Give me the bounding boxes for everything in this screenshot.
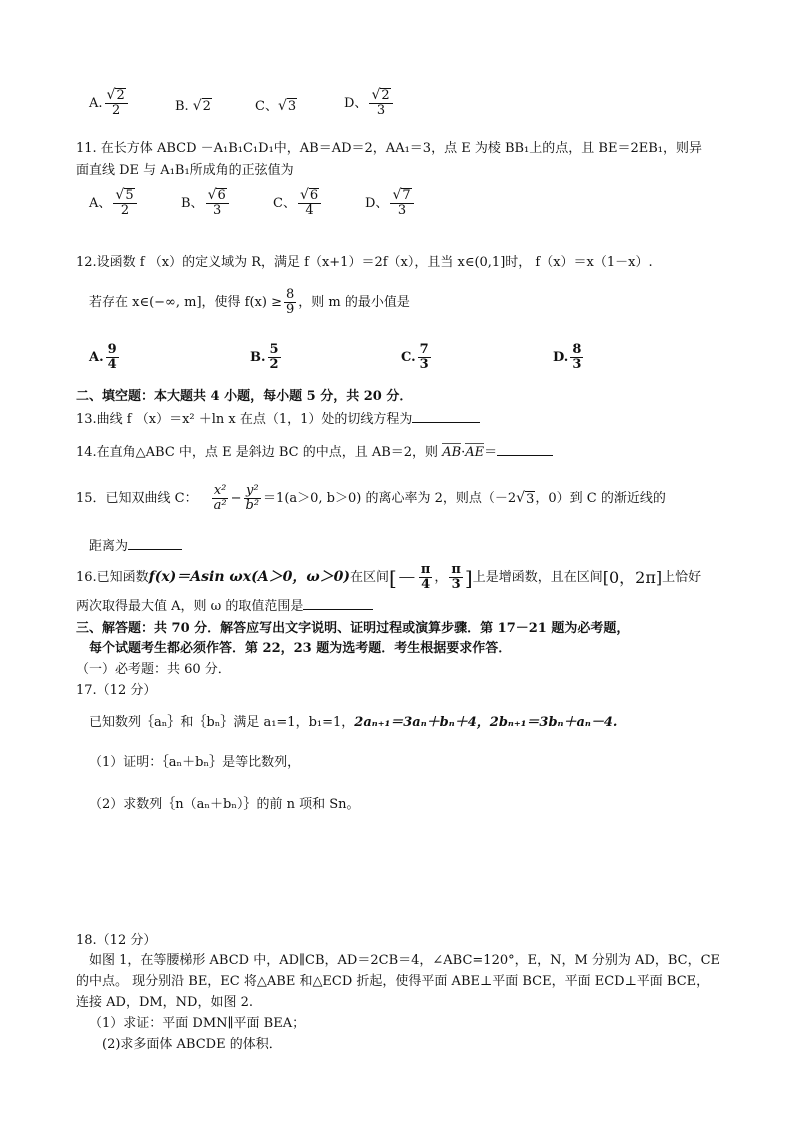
q11-option-c[interactable]: C、 √ 6 4: [273, 188, 323, 219]
q17-part2: （2）求数列｛n（aₙ＋bₙ）｝的前 n 项和 Sn。: [89, 797, 360, 812]
q17-header: 17.（12 分）: [76, 683, 157, 698]
q12-option-d[interactable]: D. $\frac{8}{3}$: [553, 342, 582, 373]
q10-option-b[interactable]: B. √ 2: [175, 98, 211, 115]
q15-answer-blank[interactable]: [128, 549, 182, 550]
q16-line1: 16.已知函数 f(x)＝Asin ωx(A＞0，ω＞0) 在区间 [－ $\frac{\pi}{4}$ ， $\frac{\pi}{3}$ ] 上是增函数，且在区间 [0，2π] 上恰好: [76, 562, 702, 593]
q11-option-b[interactable]: B、 √ 6 3: [181, 188, 231, 219]
section3-line3: （一）必考题：共 60 分．: [76, 662, 231, 677]
q11-line2: 面直线 DE 与 A₁B₁所成角的正弦值为: [76, 163, 294, 178]
q12-option-c[interactable]: C. $\frac{7}{3}$: [401, 342, 429, 373]
section2-heading: 二、填空题：本大题共 4 小题，每小题 5 分，共 20 分．: [76, 389, 413, 404]
q15-line2: 距离为: [89, 539, 182, 555]
q13-answer-blank[interactable]: [412, 422, 480, 423]
q12-option-b[interactable]: B. $\frac{5}{2}$: [250, 342, 279, 373]
q16-answer-blank[interactable]: [303, 609, 373, 610]
q12-line1: 12.设函数 f （x）的定义域为 R，满足 f（x+1）＝2f（x），且当 x∈(0,1]时， f（x）＝x（1－x）.: [76, 255, 653, 270]
q18-part2: (2)求多面体 ABCDE 的体积．: [102, 1037, 282, 1052]
q11-option-a[interactable]: A、 √ 5 2: [89, 188, 139, 219]
q10-option-d[interactable]: D、 √ 2 3: [344, 88, 395, 119]
q18-line1: 如图 1，在等腰梯形 ABCD 中，AD∥CB，AD＝2CB＝4，∠ABC=120°，E，N，M 分别为 AD，BC，CE: [89, 953, 721, 968]
section3-line1: 三、解答题：共 70 分．解答应写出文字说明、证明过程或演算步骤．第 17－21 题为必考题，: [76, 621, 630, 636]
q14-answer-blank[interactable]: [497, 455, 553, 456]
q18-part1: （1）求证：平面 DMN∥平面 BEA；: [89, 1016, 306, 1031]
q14-line: 14.在直角△ABC 中，点 E 是斜边 BC 的中点，且 AB＝2，则 AB·AE＝: [76, 445, 553, 461]
q16-line2: 两次取得最大值 A，则 ω 的取值范围是: [76, 599, 373, 615]
q13-line: 13.曲线 f （x）＝x² ＋ln x 在点（1，1）处的切线方程为: [76, 412, 480, 428]
q17-stem: 已知数列｛aₙ｝和｛bₙ｝满足 a₁=1，b₁=1，2aₙ₊₁＝3aₙ＋bₙ＋4，2bₙ₊₁＝3bₙ＋aₙ－4.: [89, 715, 618, 730]
section3-line2: 每个试题考生都必须作答．第 22，23 题为选考题．考生根据要求作答．: [89, 641, 512, 656]
q17-part1: （1）证明：｛aₙ＋bₙ｝是等比数列，: [89, 755, 301, 770]
q12-line2: 若存在 x∈(−∞, m]，使得 f(x) ≥ $\frac{8}{9}$ ，则 m 的最小值是: [89, 287, 410, 318]
q11-line1: 11. 在长方体 ABCD －A₁B₁C₁D₁中，AB＝AD＝2，AA₁＝3，点 E 为棱 BB₁上的点，且 BE＝2EB₁，则异: [76, 141, 702, 156]
q12-option-a[interactable]: A. $\frac{9}{4}$: [89, 342, 117, 373]
q11-option-d[interactable]: D、 √ 7 3: [365, 188, 416, 219]
q18-line3: 连接 AD，DM，ND，如图 2.: [76, 995, 254, 1010]
q10-option-c[interactable]: C、 √ 3: [255, 98, 297, 115]
q15-line1: 15．已知双曲线 C： $\frac{\text{x²}}{\text{a²}}$ − $\frac{\text{y²}}{\text{b²}}$ ＝1(a＞0, b＞0) 的离心率为 2，则点（－2 √ 3 ，0）到 C 的渐近线的: [76, 483, 666, 514]
q10-option-a[interactable]: A. √ 2 2: [89, 88, 130, 119]
q18-header: 18.（12 分）: [76, 933, 157, 948]
q18-line2: 的中点。 现分别沿 BE，EC 将△ABE 和△ECD 折起，使得平面 ABE⊥平面 BCE，平面 ECD⊥平面 BCE，: [76, 974, 710, 989]
